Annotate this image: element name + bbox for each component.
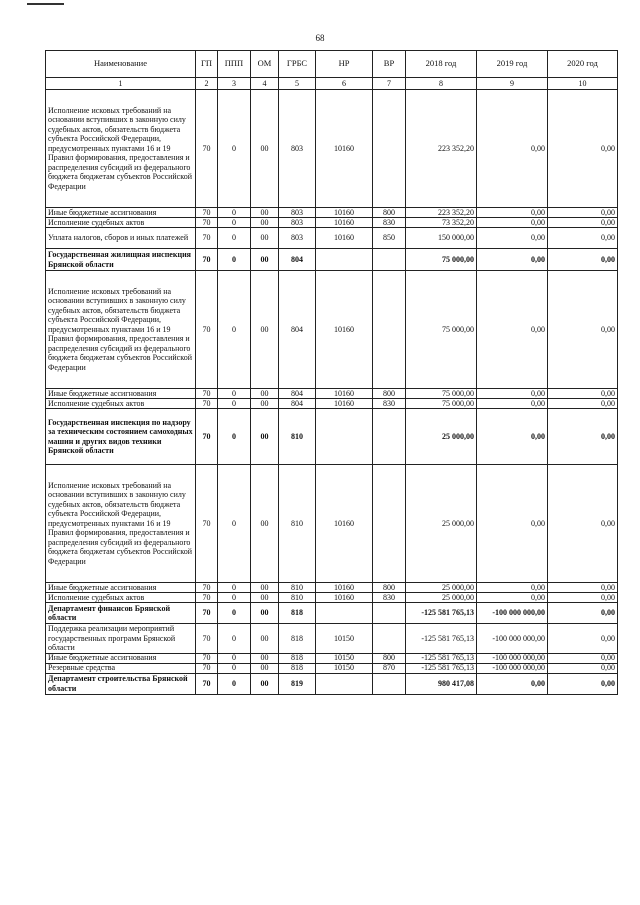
row-name: Исполнение судебных актов (46, 593, 196, 603)
row-ppp: 0 (218, 673, 251, 694)
row-ppp: 0 (218, 409, 251, 465)
row-ppp: 0 (218, 249, 251, 271)
row-name: Исполнение судебных актов (46, 399, 196, 409)
row-2018: 25 000,00 (406, 593, 477, 603)
row-om: 00 (251, 208, 279, 218)
row-2018: 980 417,08 (406, 673, 477, 694)
row-name: Исполнение исковых требований на основании вступивших в законную силу судебных актов, обязательств бюджета субъекта Российской Федерации, предусмотренных пунктами 16 и 19 Правил формирования, предоставления и распределения субсидий из федерального бюджета бюджетам субъектов Российской Федерации (46, 271, 196, 389)
page-number: 68 (315, 33, 325, 43)
row-gp: 70 (196, 663, 218, 673)
row-vr: 800 (373, 653, 406, 663)
row-gp: 70 (196, 653, 218, 663)
row-vr: 830 (373, 593, 406, 603)
row-grbs: 810 (279, 593, 316, 603)
header-cell: 2018 год (406, 51, 477, 78)
row-grbs: 810 (279, 583, 316, 593)
budget-table (45, 50, 618, 695)
row-nr: 10160 (316, 271, 373, 389)
table-row (46, 653, 618, 663)
column-number: 6 (316, 78, 373, 90)
table-row (46, 90, 618, 208)
row-grbs: 803 (279, 208, 316, 218)
row-2020: 0,00 (548, 228, 618, 249)
row-2019: 0,00 (477, 465, 548, 583)
row-om: 00 (251, 593, 279, 603)
row-2018: -125 581 765,13 (406, 653, 477, 663)
row-2018: -125 581 765,13 (406, 624, 477, 654)
row-grbs: 803 (279, 228, 316, 249)
table-row (46, 465, 618, 583)
row-name: Департамент финансов Брянской области (46, 603, 196, 624)
row-ppp: 0 (218, 663, 251, 673)
row-2019: -100 000 000,00 (477, 653, 548, 663)
row-om: 00 (251, 271, 279, 389)
row-2020: 0,00 (548, 593, 618, 603)
row-om: 00 (251, 624, 279, 654)
row-grbs: 810 (279, 409, 316, 465)
row-2018: 75 000,00 (406, 271, 477, 389)
header-cell: ГП (196, 51, 218, 78)
header-cell: ВР (373, 51, 406, 78)
row-grbs: 804 (279, 399, 316, 409)
row-gp: 70 (196, 673, 218, 694)
row-2020: 0,00 (548, 218, 618, 228)
row-2019: -100 000 000,00 (477, 663, 548, 673)
row-vr (373, 249, 406, 271)
row-vr (373, 603, 406, 624)
row-2019: -100 000 000,00 (477, 603, 548, 624)
row-ppp: 0 (218, 271, 251, 389)
row-2019: 0,00 (477, 673, 548, 694)
row-2019: 0,00 (477, 208, 548, 218)
row-vr: 830 (373, 399, 406, 409)
row-ppp: 0 (218, 389, 251, 399)
column-number: 4 (251, 78, 279, 90)
table-row (46, 624, 618, 654)
row-om: 00 (251, 399, 279, 409)
row-vr: 800 (373, 583, 406, 593)
row-name: Резервные средства (46, 663, 196, 673)
row-om: 00 (251, 583, 279, 593)
row-name: Иные бюджетные ассигнования (46, 208, 196, 218)
row-2020: 0,00 (548, 465, 618, 583)
header-cell: ППП (218, 51, 251, 78)
header-row (46, 51, 618, 78)
table-row (46, 389, 618, 399)
row-om: 00 (251, 653, 279, 663)
row-om: 00 (251, 218, 279, 228)
row-grbs: 804 (279, 249, 316, 271)
row-gp: 70 (196, 624, 218, 654)
row-grbs: 818 (279, 653, 316, 663)
row-nr (316, 409, 373, 465)
row-2019: 0,00 (477, 228, 548, 249)
row-ppp: 0 (218, 593, 251, 603)
row-gp: 70 (196, 218, 218, 228)
row-om: 00 (251, 663, 279, 673)
row-om: 00 (251, 673, 279, 694)
table-row (46, 593, 618, 603)
row-2018: -125 581 765,13 (406, 603, 477, 624)
row-ppp: 0 (218, 90, 251, 208)
row-vr: 800 (373, 389, 406, 399)
row-2019: -100 000 000,00 (477, 624, 548, 654)
row-2018: 73 352,20 (406, 218, 477, 228)
column-number: 8 (406, 78, 477, 90)
table-row (46, 663, 618, 673)
row-nr: 10160 (316, 228, 373, 249)
column-number-row (46, 78, 618, 90)
header-cell: Наименование (46, 51, 196, 78)
row-om: 00 (251, 465, 279, 583)
header-cell: ОМ (251, 51, 279, 78)
table-row (46, 271, 618, 389)
row-name: Департамент строительства Брянской области (46, 673, 196, 694)
row-vr: 800 (373, 208, 406, 218)
row-2020: 0,00 (548, 249, 618, 271)
row-gp: 70 (196, 409, 218, 465)
row-gp: 70 (196, 465, 218, 583)
row-vr (373, 409, 406, 465)
row-gp: 70 (196, 90, 218, 208)
header-cell: 2019 год (477, 51, 548, 78)
row-nr: 10160 (316, 208, 373, 218)
row-gp: 70 (196, 271, 218, 389)
column-number: 7 (373, 78, 406, 90)
row-2020: 0,00 (548, 624, 618, 654)
row-gp: 70 (196, 228, 218, 249)
row-om: 00 (251, 90, 279, 208)
table-row (46, 583, 618, 593)
row-gp: 70 (196, 583, 218, 593)
row-2018: 75 000,00 (406, 389, 477, 399)
row-name: Иные бюджетные ассигнования (46, 583, 196, 593)
column-number: 10 (548, 78, 618, 90)
row-name: Государственная инспекция по надзору за техническим состоянием самоходных машин и других видов техники Брянской области (46, 409, 196, 465)
row-nr: 10150 (316, 653, 373, 663)
table-row (46, 673, 618, 694)
row-nr: 10150 (316, 663, 373, 673)
row-ppp: 0 (218, 218, 251, 228)
row-nr: 10160 (316, 583, 373, 593)
row-ppp: 0 (218, 603, 251, 624)
row-2019: 0,00 (477, 249, 548, 271)
row-2019: 0,00 (477, 90, 548, 208)
row-vr (373, 90, 406, 208)
row-nr: 10160 (316, 389, 373, 399)
row-nr: 10160 (316, 593, 373, 603)
row-2019: 0,00 (477, 271, 548, 389)
column-number: 3 (218, 78, 251, 90)
column-number: 2 (196, 78, 218, 90)
row-ppp: 0 (218, 465, 251, 583)
row-2020: 0,00 (548, 399, 618, 409)
table-row (46, 409, 618, 465)
row-2020: 0,00 (548, 583, 618, 593)
column-number: 9 (477, 78, 548, 90)
row-name: Исполнение исковых требований на основании вступивших в законную силу судебных актов, обязательств бюджета субъекта Российской Федерации, предусмотренных пунктами 16 и 19 Правил формирования, предоставления и распределения субсидий из федерального бюджета бюджетам субъектов Российской Федерации (46, 465, 196, 583)
row-vr: 850 (373, 228, 406, 249)
row-name: Исполнение исковых требований на основании вступивших в законную силу судебных актов, обязательств бюджета субъекта Российской Федерации, предусмотренных пунктами 16 и 19 Правил формирования, предоставления и распределения субсидий из федерального бюджета бюджетам субъектов Российской Федерации (46, 90, 196, 208)
row-2019: 0,00 (477, 409, 548, 465)
row-nr (316, 603, 373, 624)
row-grbs: 803 (279, 90, 316, 208)
row-om: 00 (251, 603, 279, 624)
row-2020: 0,00 (548, 653, 618, 663)
header-cell: 2020 год (548, 51, 618, 78)
row-2020: 0,00 (548, 90, 618, 208)
row-2018: 223 352,20 (406, 90, 477, 208)
row-vr: 870 (373, 663, 406, 673)
row-name: Государственная жилищная инспекция Брянской области (46, 249, 196, 271)
row-nr: 10150 (316, 624, 373, 654)
table-body (46, 90, 618, 695)
scan-mark (27, 3, 64, 5)
row-2019: 0,00 (477, 593, 548, 603)
row-grbs: 804 (279, 389, 316, 399)
row-2018: -125 581 765,13 (406, 663, 477, 673)
row-vr (373, 673, 406, 694)
table-row (46, 603, 618, 624)
row-nr (316, 249, 373, 271)
row-name: Исполнение судебных актов (46, 218, 196, 228)
row-nr: 10160 (316, 465, 373, 583)
row-vr: 830 (373, 218, 406, 228)
row-nr: 10160 (316, 399, 373, 409)
row-ppp: 0 (218, 399, 251, 409)
row-grbs: 803 (279, 218, 316, 228)
row-vr (373, 465, 406, 583)
row-vr (373, 624, 406, 654)
row-om: 00 (251, 228, 279, 249)
row-2018: 75 000,00 (406, 399, 477, 409)
row-2020: 0,00 (548, 409, 618, 465)
table-row (46, 399, 618, 409)
row-gp: 70 (196, 399, 218, 409)
row-2018: 75 000,00 (406, 249, 477, 271)
row-name: Уплата налогов, сборов и иных платежей (46, 228, 196, 249)
row-gp: 70 (196, 603, 218, 624)
row-2018: 223 352,20 (406, 208, 477, 218)
row-ppp: 0 (218, 624, 251, 654)
row-2020: 0,00 (548, 603, 618, 624)
row-2019: 0,00 (477, 583, 548, 593)
row-2019: 0,00 (477, 399, 548, 409)
row-2020: 0,00 (548, 271, 618, 389)
row-om: 00 (251, 389, 279, 399)
row-2018: 25 000,00 (406, 583, 477, 593)
row-2020: 0,00 (548, 389, 618, 399)
row-2020: 0,00 (548, 208, 618, 218)
row-name: Иные бюджетные ассигнования (46, 653, 196, 663)
row-grbs: 818 (279, 663, 316, 673)
row-2020: 0,00 (548, 673, 618, 694)
row-om: 00 (251, 409, 279, 465)
row-name: Иные бюджетные ассигнования (46, 389, 196, 399)
row-2018: 25 000,00 (406, 465, 477, 583)
row-grbs: 818 (279, 603, 316, 624)
row-gp: 70 (196, 208, 218, 218)
table-row (46, 249, 618, 271)
row-2019: 0,00 (477, 218, 548, 228)
row-vr (373, 271, 406, 389)
table-row (46, 218, 618, 228)
column-number: 1 (46, 78, 196, 90)
row-nr: 10160 (316, 218, 373, 228)
row-ppp: 0 (218, 228, 251, 249)
row-2018: 150 000,00 (406, 228, 477, 249)
row-gp: 70 (196, 593, 218, 603)
row-2018: 25 000,00 (406, 409, 477, 465)
table-row (46, 228, 618, 249)
row-grbs: 810 (279, 465, 316, 583)
row-nr: 10160 (316, 90, 373, 208)
table-row (46, 208, 618, 218)
row-grbs: 804 (279, 271, 316, 389)
header-cell: НР (316, 51, 373, 78)
row-2020: 0,00 (548, 663, 618, 673)
row-grbs: 818 (279, 624, 316, 654)
row-gp: 70 (196, 249, 218, 271)
row-ppp: 0 (218, 583, 251, 593)
row-nr (316, 673, 373, 694)
row-om: 00 (251, 249, 279, 271)
row-name: Поддержка реализации мероприятий государственных программ Брянской области (46, 624, 196, 654)
column-number: 5 (279, 78, 316, 90)
row-ppp: 0 (218, 653, 251, 663)
row-ppp: 0 (218, 208, 251, 218)
row-grbs: 819 (279, 673, 316, 694)
row-2019: 0,00 (477, 389, 548, 399)
row-gp: 70 (196, 389, 218, 399)
header-cell: ГРБС (279, 51, 316, 78)
